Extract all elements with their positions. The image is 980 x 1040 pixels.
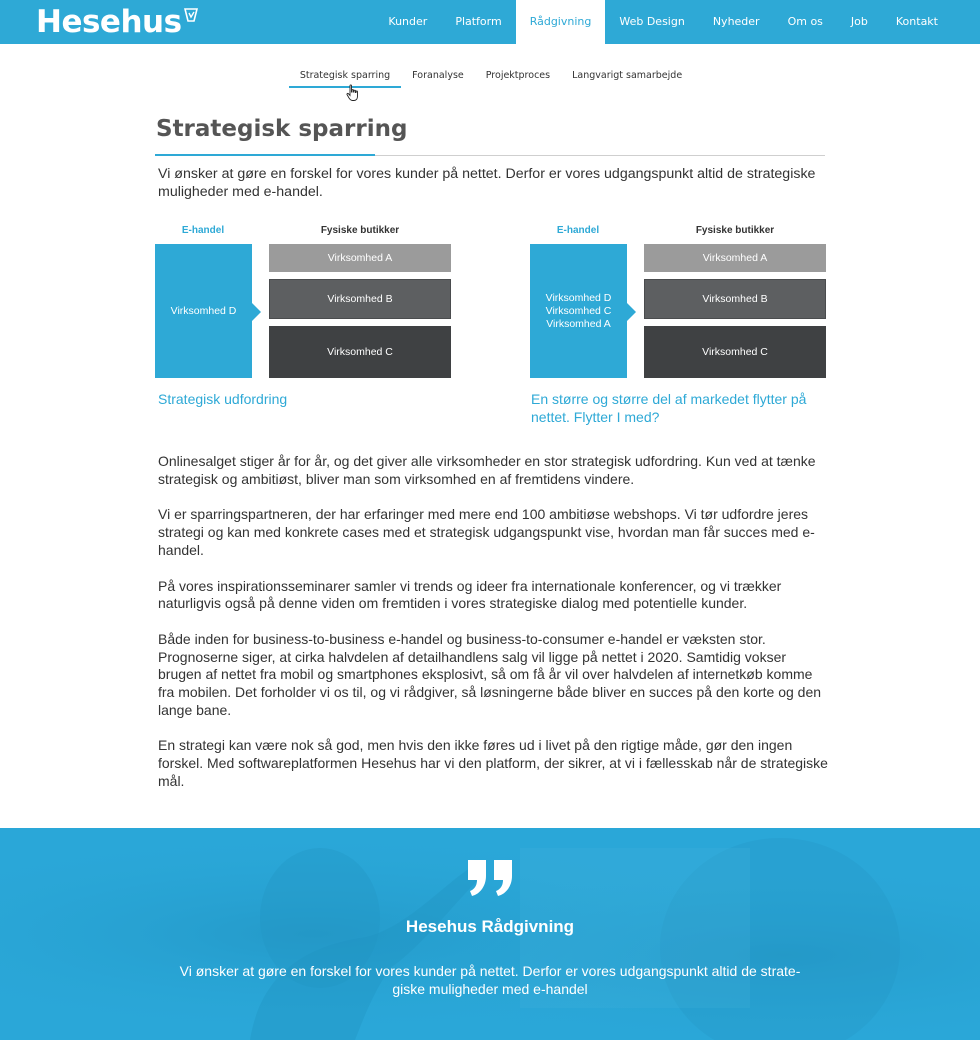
diagram-strategisk-udfordring: [155, 225, 455, 380]
page-title: Strategisk sparring: [156, 116, 408, 142]
banner-title: Hesehus Rådgivning: [405, 917, 575, 936]
title-divider-accent: [155, 154, 375, 156]
ehandel-line: Virksomhed D: [545, 291, 612, 304]
body-paragraph: På vores inspirationsseminarer samler vi trends og ideer fra internationale konferencer, og vi trækker naturligvis også på denne viden om fremtiden i vores strategiske dialog med potentielle kunder.: [158, 577, 782, 612]
subnav-projektproces[interactable]: Projektproces: [485, 70, 551, 81]
quote-icon: [466, 858, 514, 898]
body-paragraph: Vi er sparringspartneren, der har erfaringer med mere end 100 ambitiøse webshops. Vi tør udfordre jeres strategi og kan med konkrete cases med et strategisk udgangspunkt vise, hvordan man får succes med e-handel.: [158, 506, 815, 558]
ehandel-line: Virksomhed D: [170, 304, 237, 317]
nav-item-job[interactable]: Job: [850, 15, 868, 28]
diagram-markedet-flytter: [530, 225, 830, 380]
nav-item-nyheder[interactable]: Nyheder: [712, 15, 760, 28]
caption-strategisk-udfordring: Strategisk udfordring: [158, 391, 288, 407]
intro-text: Vi ønsker at gøre en forskel for vores kunder på nettet. Derfor er vores udgangspunkt altid de strategiske muligheder med e-handel.: [158, 166, 816, 200]
subnav-langvarigt-samarbejde[interactable]: Langvarigt samarbejde: [572, 70, 683, 81]
ehandel-line: Virksomhed A: [546, 317, 611, 330]
virksomhed-b-box: Virksomhed B: [269, 279, 451, 319]
body-paragraph: En strategi kan være nok så god, men hvis den ikke føres ud i livet på den rigtige måde, gør den ingen forskel. Med softwareplatformen Hesehus har vi den platform, der sikrer, at vi i fællesskab når de strategiske mål.: [158, 737, 828, 789]
logo-text: Hesehus: [36, 4, 182, 40]
label-ehandel: E-handel: [556, 225, 600, 236]
caption-markedet-flytter: En større og større del af markedet flytter på nettet. Flytter I med?: [531, 391, 807, 425]
body-paragraph: Både inden for business-to-business e-handel og business-to-consumer e-handel er væksten stor. Prognoserne siger, at cirka halvdelen af detailhandlens salg vil ligge på nettet i 2020. Samtidig vokser brugen af nettet fra mobil og smartphones eksplosivt, så om få år vil over halvdelen af internetkøb komme fra mobilen. Det forholder vi os til, og vi rådgiver, så løsningerne både bliver en succes på den korte og den lange bane.: [158, 630, 822, 718]
ehandel-box: [530, 244, 627, 378]
subnav-foranalyse[interactable]: Foranalyse: [412, 70, 464, 81]
label-fysiske-butikker: Fysiske butikker: [320, 225, 400, 236]
body-paragraph: Onlinesalget stiger år for år, og det giver alle virksomheder en stor strategisk udfordring. Kun ved at tænke strategisk og ambitiøst, bliver man som virksomhed en af fremtidens vindere.: [158, 453, 816, 487]
label-ehandel: E-handel: [181, 225, 225, 236]
arrow-right-icon: [627, 303, 636, 321]
virksomhed-c-box: Virksomhed C: [269, 326, 451, 378]
logo[interactable]: [36, 4, 198, 40]
arrow-right-icon: [252, 303, 261, 321]
label-fysiske-butikker: Fysiske butikker: [695, 225, 775, 236]
nav-item-web-design[interactable]: Web Design: [619, 15, 685, 28]
virksomhed-a-box: Virksomhed A: [644, 244, 826, 272]
sub-nav: [0, 70, 980, 88]
ehandel-line: Virksomhed C: [545, 304, 612, 317]
virksomhed-b-box: Virksomhed B: [644, 279, 826, 319]
virksomhed-c-box: Virksomhed C: [644, 326, 826, 378]
nav-item-kontakt[interactable]: Kontakt: [895, 15, 938, 28]
nav-item-kunder[interactable]: Kunder: [388, 15, 428, 28]
nav-item-raadgivning[interactable]: Rådgivning: [516, 0, 606, 44]
subnav-strategisk-sparring[interactable]: Strategisk sparring: [289, 70, 401, 88]
logo-mark-icon: [184, 8, 198, 22]
body-text: [158, 453, 828, 809]
virksomhed-a-box: Virksomhed A: [269, 244, 451, 272]
hand-cursor-icon: [346, 84, 360, 102]
ehandel-box: [155, 244, 252, 378]
main-nav: [374, 0, 952, 44]
nav-item-platform[interactable]: Platform: [455, 15, 502, 28]
nav-item-om-os[interactable]: Om os: [787, 15, 823, 28]
banner-text: Vi ønsker at gøre en forskel for vores kunder på nettet. Derfor er vores udgangspunkt altid de strate-giske muligheder med e-handel: [179, 963, 801, 997]
top-bar: [0, 0, 980, 44]
